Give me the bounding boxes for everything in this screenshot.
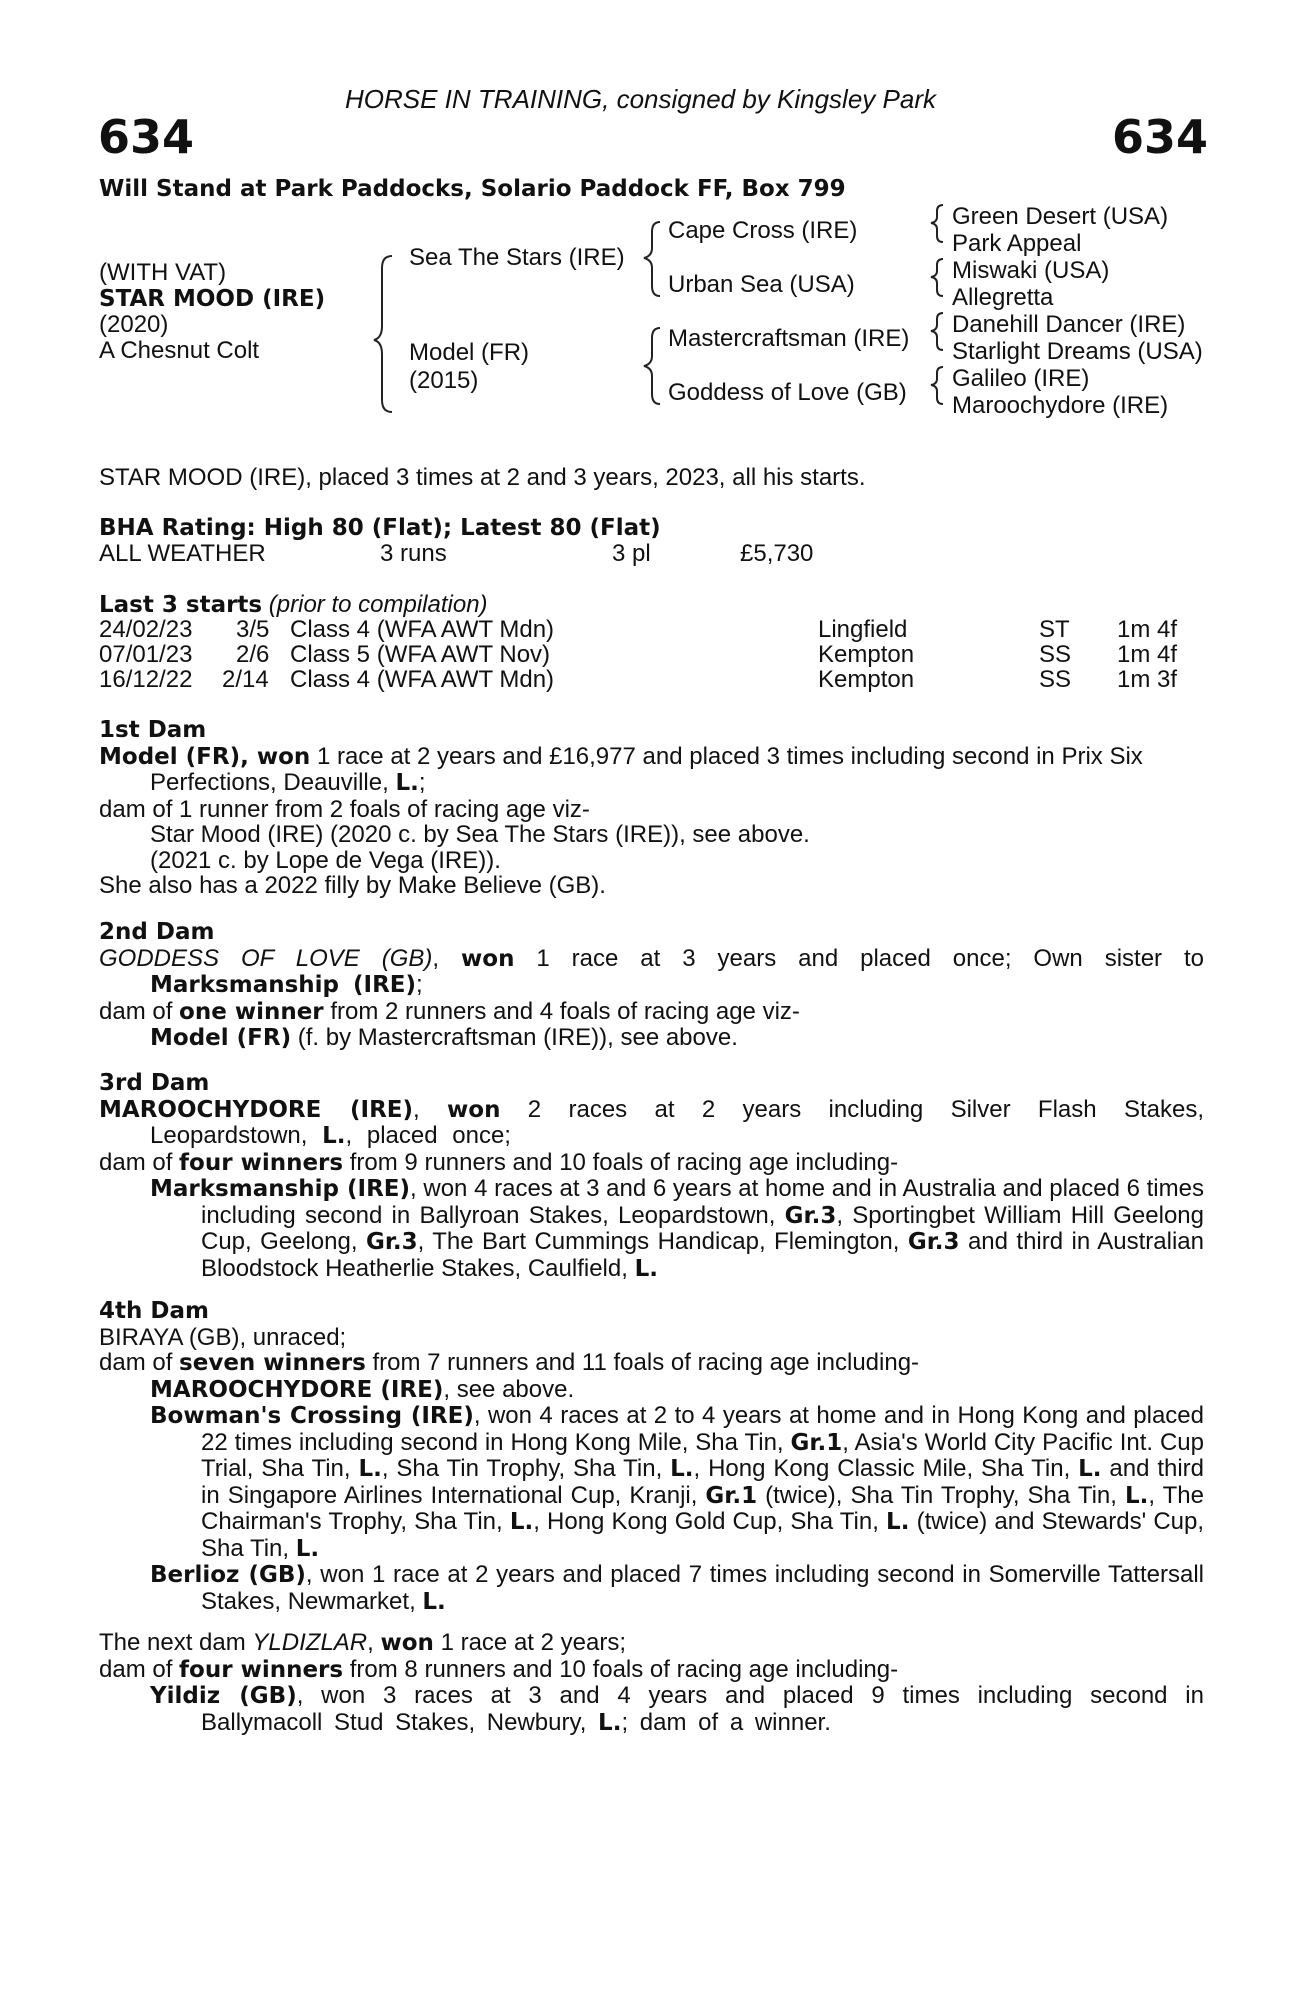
pedigree-dds: Galileo (IRE) [952,365,1090,392]
text: , [367,1629,381,1656]
won-label: won [380,1630,434,1656]
listed-mark: L. [322,1123,346,1149]
third-dam-record [99,1097,1204,1150]
fourth-dam-foal-1 [99,1377,1204,1404]
last-starts-heading [99,591,488,619]
listed-mark: L. [422,1588,446,1615]
start-course: Kempton [818,666,915,693]
fourth-dam-title: 4th Dam [99,1298,209,1324]
start-race: Class 4 (WFA AWT Mdn) [290,616,555,643]
pedigree-ddd: Maroochydore (IRE) [952,392,1169,419]
bha-rating: BHA Rating: High 80 (Flat); Latest 80 (Flat) [99,515,661,541]
won-word: , [240,743,257,770]
pedigree-dss: Danehill Dancer (IRE) [952,311,1186,338]
foal-text: , Sha Tin Trophy, Sha Tin, [381,1455,671,1482]
foal-text: , won 3 races at 3 and 4 years and placed 9 times including second in Ballymacoll Stud Stakes, Newbury, [201,1682,1204,1736]
sister-name: Marksmanship (IRE) [150,972,417,998]
first-dam-foal-1: Star Mood (IRE) (2020 c. by Sea The Stars (IRE)), see above. [150,821,810,848]
rating-runs: 3 runs [380,540,447,567]
start-going: SS [1039,666,1072,693]
listed-mark: L. [670,1456,694,1482]
grade-mark: Gr.1 [705,1482,758,1509]
grade-mark: Gr.3 [365,1229,418,1255]
foal-text: , won 4 races at 3 and 6 years at home and in Australia and placed 6 times including second in Ballyroan Stakes, Leopardstown, [201,1175,1204,1229]
pedigree-dsd: Starlight Dreams (USA) [952,338,1203,365]
stand-location: Will Stand at Park Paddocks, Solario Paddock FF, Box 799 [99,176,846,202]
start-distance: 1m 3f [1117,666,1178,693]
winners-count: one winner [179,998,324,1025]
fourth-dam-foal-3 [99,1562,1204,1615]
rating-placed: 3 pl [612,540,651,567]
brace-ds [931,313,943,350]
brace-sire [644,222,660,296]
first-dam-name: Model (FR) [99,743,241,770]
pedigree-sire: Sea The Stars (IRE) [409,244,625,271]
listed-mark: L. [1078,1456,1102,1482]
listed-mark: L. [395,770,419,796]
start-position: 2/14 [222,666,269,693]
next-dam-produce [99,1657,1204,1684]
listed-mark: L. [1124,1482,1149,1509]
foal-text: ; dam of a winner. [621,1708,831,1736]
horse-description: A Chesnut Colt [99,337,260,364]
text: dam of [99,1349,180,1376]
text: from 8 runners and 10 foals of racing age including- [343,1655,899,1683]
horse-name: STAR MOOD (IRE) [99,286,326,312]
foal-text: , won 4 races at 2 to 4 years at home and in Hong Kong and placed 22 times including second in Hong Kong Mile, Sha Tin, [201,1402,1204,1456]
next-dam-record [99,1630,1204,1657]
second-dam-section [99,920,1204,1052]
vat-note: (WITH VAT) [99,259,227,286]
brace-parents [374,256,392,412]
start-position: 2/6 [236,641,270,668]
fourth-dam-record: BIRAYA (GB), unraced; [99,1323,347,1351]
foal-name: Berlioz (GB) [150,1562,306,1588]
text: from 7 runners and 11 foals of racing age including- [365,1349,920,1376]
third-dam-produce [99,1150,1204,1177]
start-date: 16/12/22 [99,666,193,693]
winners-count: four winners [179,1656,344,1683]
text: dam of [99,1148,180,1176]
second-dam-name: GODDESS OF LOVE (GB) [99,944,433,972]
brace-ss [931,205,943,242]
brace-dd [931,367,943,404]
text: dam of [99,997,180,1025]
foal-text: , Hong Kong Classic Mile, Sha Tin, [693,1455,1079,1482]
first-dam-note: She also has a 2022 filly by Make Believe (GB). [99,872,606,899]
start-going: ST [1039,616,1070,643]
won-label: won [461,945,515,972]
rating-earnings: £5,730 [740,540,814,567]
second-dam-record [99,946,1204,999]
last-starts-title: Last 3 starts [99,592,263,618]
consignment-header: HORSE IN TRAINING, consigned by Kingsley Park [345,84,936,114]
text-end: ; [418,769,426,796]
horse-year: (2020) [99,311,169,338]
text-end: , placed once; [345,1122,511,1149]
next-dam-name: YLDIZLAR [252,1629,368,1656]
race-summary: STAR MOOD (IRE), placed 3 times at 2 and 3 years, 2023, all his starts. [99,464,866,491]
third-dam-section [99,1071,1204,1282]
listed-mark: L. [634,1255,658,1282]
start-distance: 1m 4f [1117,641,1178,668]
pedigree-sss: Green Desert (USA) [952,203,1169,230]
fourth-dam-produce [99,1350,1204,1377]
fourth-dam-foal-2 [99,1403,1204,1562]
text-sep: , [432,944,462,972]
text-end: ; [416,971,423,998]
foal-text: and third in Singapore Airlines International Cup, Kranji, [201,1455,1205,1509]
pedigree-sire-dam: Urban Sea (USA) [668,271,855,298]
listed-mark: L. [598,1709,622,1736]
next-dam-foal [99,1683,1204,1736]
foal-text: , The Bart Cummings Handicap, Flemington, [417,1228,908,1255]
start-race: Class 4 (WFA AWT Mdn) [290,666,555,693]
winners-count: seven winners [179,1350,366,1376]
pedigree-dam-year: (2015) [409,367,479,394]
lot-number-right: 634 [1112,110,1209,164]
text: The next dam [99,1629,253,1656]
won-label: won [447,1096,501,1123]
first-dam-produce: dam of 1 runner from 2 foals of racing age viz- [99,795,590,823]
third-dam-title: 3rd Dam [99,1070,210,1096]
won-label: won [256,743,311,770]
first-dam-section [99,718,1204,899]
foal-text: (twice) and Stewards' Cup, Sha Tin, [201,1508,1205,1562]
grade-mark: Gr.1 [790,1429,843,1456]
foal-text: (twice), Sha Tin Trophy, Sha Tin, [757,1481,1125,1509]
pedigree-dam: Model (FR) [409,339,530,366]
foal-name: Marksmanship (IRE) [150,1176,411,1202]
foal-text: (f. by Mastercraftsman (IRE)), see above. [291,1024,738,1051]
text: dam of [99,1655,180,1683]
text: from 9 runners and 10 foals of racing age including- [343,1148,899,1176]
pedigree-dam-dam: Goddess of Love (GB) [668,379,907,406]
first-dam-title: 1st Dam [99,717,207,743]
winners-count: four winners [179,1149,344,1176]
next-dam-section [99,1630,1204,1736]
pedigree-sire-sire: Cape Cross (IRE) [668,217,858,244]
text: from 2 runners and 4 foals of racing age viz- [323,997,800,1025]
pedigree-sds: Miswaki (USA) [952,257,1110,284]
third-dam-foal [99,1176,1204,1282]
foal-name: Model (FR) [150,1025,292,1051]
foal-text: , won 1 race at 2 years and placed 7 times including second in Somerville Tattersall Stakes, Newmarket, [201,1561,1204,1615]
start-position: 3/5 [236,616,270,643]
start-distance: 1m 4f [1117,616,1178,643]
foal-text: , Hong Kong Gold Cup, Sha Tin, [533,1508,887,1535]
listed-mark: L. [295,1535,320,1562]
fourth-dam-section [99,1299,1204,1615]
listed-mark: L. [509,1509,534,1535]
last-starts-note: (prior to compilation) [268,591,488,618]
start-date: 24/02/23 [99,616,193,643]
second-dam-foal [99,1025,1204,1052]
pedigree-sdd: Allegretta [952,284,1054,311]
foal-name: Bowman's Crossing (IRE) [150,1403,474,1429]
listed-mark: L. [358,1456,382,1482]
text: 1 race at 2 years; [433,1629,626,1656]
grade-mark: Gr.3 [784,1202,837,1229]
start-going: SS [1039,641,1072,668]
grade-mark: Gr.3 [907,1229,960,1255]
brace-sd [931,259,943,296]
foal-name: MAROOCHYDORE (IRE) [150,1376,444,1403]
second-dam-text: 1 race at 3 years and placed once; Own sister to [514,944,1204,972]
third-dam-text: 2 races at 2 years including Silver Flash Stakes, Leopardstown, [150,1095,1204,1149]
text-sep: , [413,1095,448,1123]
lot-number-left: 634 [98,110,195,164]
foal-text: , The Chairman's Trophy, Sha Tin, [201,1481,1204,1535]
first-dam-text: 1 race at 2 years and £16,977 and placed 3 times including second in Prix Six Perfections, Deauville, [150,742,1143,796]
start-course: Kempton [818,641,915,668]
start-course: Lingfield [818,616,908,643]
start-race: Class 5 (WFA AWT Nov) [290,641,551,668]
foal-text: and third in Australian Bloodstock Heatherlie Stakes, Caulfield, [201,1228,1205,1282]
first-dam-record [99,744,1204,797]
rating-surface: ALL WEATHER [99,540,266,567]
foal-text: , Sportingbet William Hill Geelong Cup, Geelong, [201,1201,1204,1255]
foal-text: , Asia's World City Pacific Int. Cup Trial, Sha Tin, [201,1428,1204,1482]
first-dam-foal-2: (2021 c. by Lope de Vega (IRE)). [150,846,501,874]
second-dam-produce [99,999,1204,1026]
listed-mark: L. [886,1509,910,1535]
start-date: 07/01/23 [99,641,193,668]
third-dam-name: MAROOCHYDORE (IRE) [99,1096,414,1123]
pedigree-ssd: Park Appeal [952,230,1082,257]
brace-dam [644,328,660,404]
foal-text: , see above. [443,1375,575,1403]
pedigree-dam-sire: Mastercraftsman (IRE) [668,325,910,352]
foal-name: Yildiz (GB) [150,1683,297,1709]
second-dam-title: 2nd Dam [99,919,215,945]
